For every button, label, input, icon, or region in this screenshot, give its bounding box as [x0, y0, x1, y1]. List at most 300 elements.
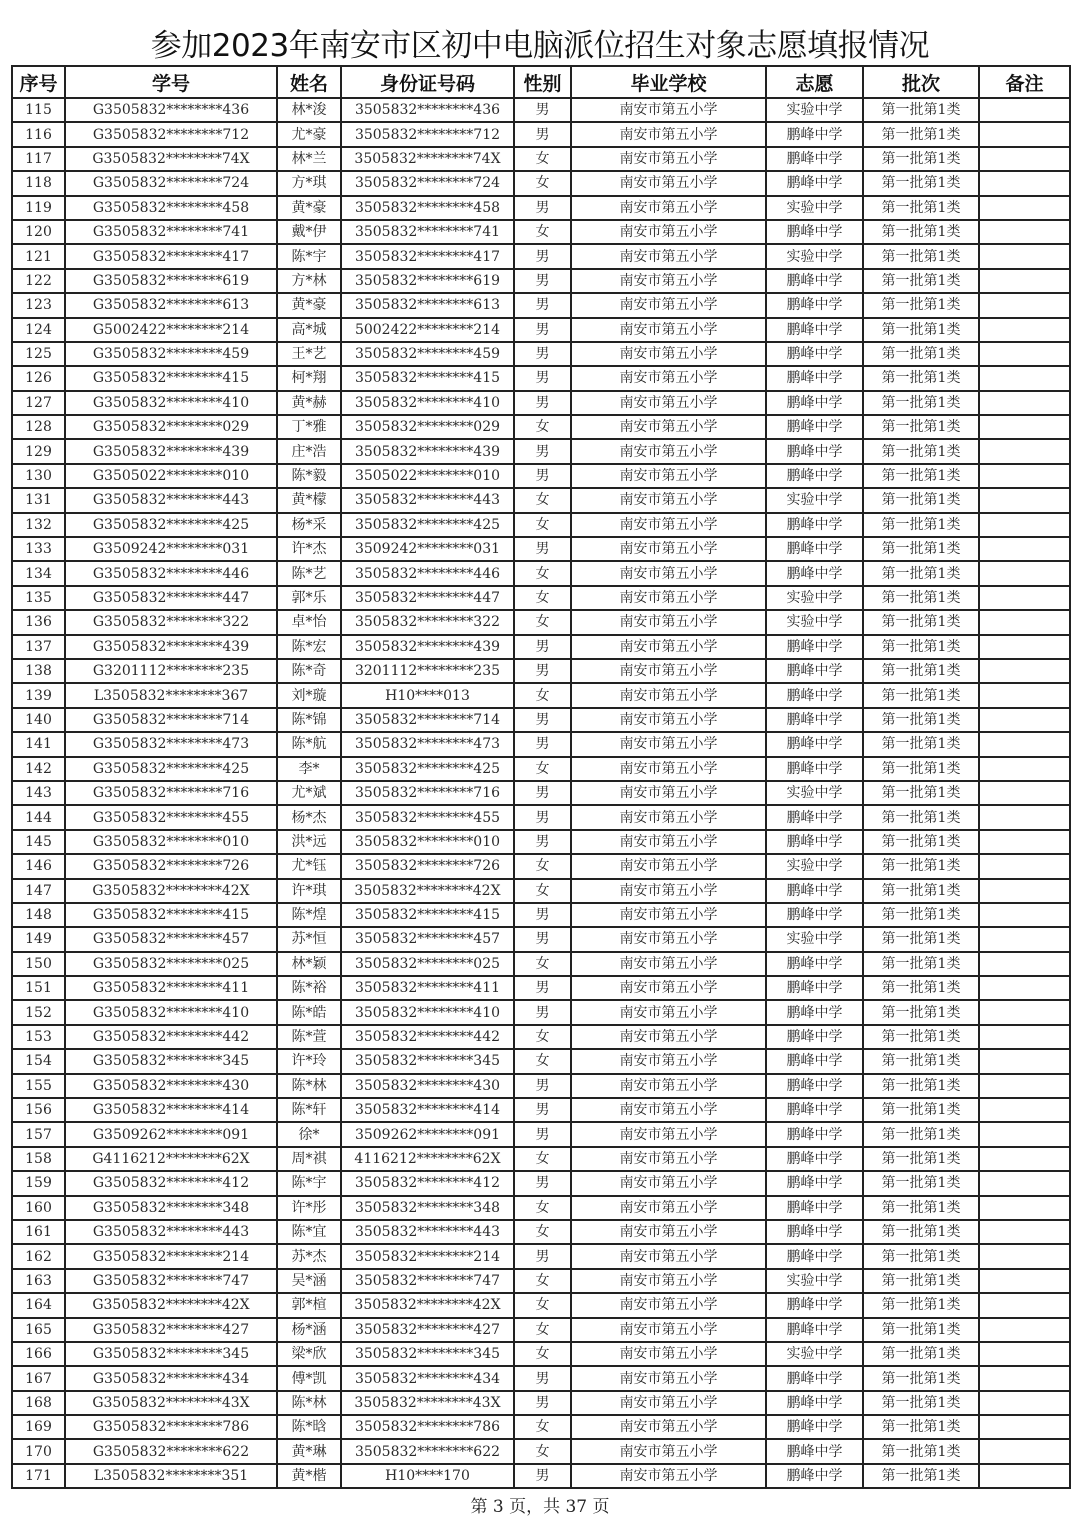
cell-student-id: G3505832********786 — [65, 1415, 277, 1439]
cell-name: 陈*艺 — [277, 561, 341, 585]
cell-seq: 149 — [12, 927, 65, 951]
cell-gender: 女 — [514, 1293, 571, 1317]
cell-remarks — [979, 1366, 1070, 1390]
cell-name: 洪*远 — [277, 830, 341, 854]
cell-remarks — [979, 708, 1070, 732]
cell-graduating-school: 南安市第五小学 — [571, 708, 766, 732]
cell-name: 许*彤 — [277, 1196, 341, 1220]
cell-name: 黄*檬 — [277, 488, 341, 512]
cell-batch: 第一批第1类 — [863, 1025, 979, 1049]
cell-seq: 157 — [12, 1122, 65, 1146]
cell-id-card: 3505832********747 — [341, 1269, 514, 1293]
cell-id-card: 3505832********43X — [341, 1391, 514, 1415]
cell-seq: 169 — [12, 1415, 65, 1439]
cell-student-id: G3201112********235 — [65, 659, 277, 683]
cell-batch: 第一批第1类 — [863, 1318, 979, 1342]
cell-gender: 男 — [514, 318, 571, 342]
cell-graduating-school: 南安市第五小学 — [571, 342, 766, 366]
cell-preference: 鹏峰中学 — [766, 415, 863, 439]
cell-remarks — [979, 1098, 1070, 1122]
cell-batch: 第一批第1类 — [863, 830, 979, 854]
cell-id-card: 3505832********345 — [341, 1342, 514, 1366]
table-row — [12, 196, 1070, 220]
cell-batch: 第一批第1类 — [863, 415, 979, 439]
cell-seq: 152 — [12, 1000, 65, 1024]
cell-preference: 鹏峰中学 — [766, 561, 863, 585]
cell-student-id: G3505832********613 — [65, 293, 277, 317]
cell-name: 刘*璇 — [277, 683, 341, 707]
cell-remarks — [979, 415, 1070, 439]
cell-preference: 实验中学 — [766, 610, 863, 634]
table-row — [12, 1342, 1070, 1366]
cell-id-card: 3505832********214 — [341, 1244, 514, 1268]
cell-remarks — [979, 1049, 1070, 1073]
cell-batch: 第一批第1类 — [863, 269, 979, 293]
cell-remarks — [979, 805, 1070, 829]
cell-graduating-school: 南安市第五小学 — [571, 318, 766, 342]
cell-seq: 126 — [12, 366, 65, 390]
cell-remarks — [979, 293, 1070, 317]
cell-remarks — [979, 1171, 1070, 1195]
cell-name: 庄*浩 — [277, 439, 341, 463]
cell-graduating-school: 南安市第五小学 — [571, 171, 766, 195]
cell-student-id: G3505832********622 — [65, 1439, 277, 1463]
table-row — [12, 561, 1070, 585]
cell-name: 杨*杰 — [277, 805, 341, 829]
cell-gender: 女 — [514, 147, 571, 171]
table-row — [12, 1269, 1070, 1293]
cell-graduating-school: 南安市第五小学 — [571, 220, 766, 244]
cell-batch: 第一批第1类 — [863, 342, 979, 366]
cell-student-id: L3505832********351 — [65, 1464, 277, 1488]
cell-preference: 实验中学 — [766, 1269, 863, 1293]
cell-remarks — [979, 659, 1070, 683]
cell-preference: 实验中学 — [766, 854, 863, 878]
cell-gender: 男 — [514, 781, 571, 805]
cell-preference: 鹏峰中学 — [766, 342, 863, 366]
cell-gender: 男 — [514, 122, 571, 146]
cell-student-id: G3505832********322 — [65, 610, 277, 634]
cell-name: 陈*萱 — [277, 1025, 341, 1049]
cell-id-card: 3505832********439 — [341, 635, 514, 659]
table-row — [12, 1147, 1070, 1171]
cell-id-card: 3505832********443 — [341, 488, 514, 512]
cell-preference: 鹏峰中学 — [766, 293, 863, 317]
cell-name: 林*浚 — [277, 98, 341, 122]
cell-student-id: G5002422********214 — [65, 318, 277, 342]
cell-graduating-school: 南安市第五小学 — [571, 1049, 766, 1073]
cell-id-card: 3505832********74X — [341, 147, 514, 171]
cell-remarks — [979, 952, 1070, 976]
cell-seq: 163 — [12, 1269, 65, 1293]
cell-seq: 122 — [12, 269, 65, 293]
cell-graduating-school: 南安市第五小学 — [571, 561, 766, 585]
cell-student-id: G3505832********741 — [65, 220, 277, 244]
cell-id-card: 3505832********425 — [341, 513, 514, 537]
cell-id-card: 3505832********430 — [341, 1074, 514, 1098]
cell-batch: 第一批第1类 — [863, 1147, 979, 1171]
cell-batch: 第一批第1类 — [863, 805, 979, 829]
cell-id-card: H10****170 — [341, 1464, 514, 1488]
cell-seq: 155 — [12, 1074, 65, 1098]
cell-seq: 140 — [12, 708, 65, 732]
cell-seq: 145 — [12, 830, 65, 854]
cell-graduating-school: 南安市第五小学 — [571, 757, 766, 781]
cell-remarks — [979, 903, 1070, 927]
header-batch: 批次 — [863, 66, 979, 98]
cell-graduating-school: 南安市第五小学 — [571, 1244, 766, 1268]
cell-seq: 164 — [12, 1293, 65, 1317]
cell-remarks — [979, 1025, 1070, 1049]
cell-graduating-school: 南安市第五小学 — [571, 147, 766, 171]
cell-seq: 147 — [12, 879, 65, 903]
cell-student-id: G3505832********430 — [65, 1074, 277, 1098]
table-row — [12, 244, 1070, 268]
cell-batch: 第一批第1类 — [863, 293, 979, 317]
cell-preference: 鹏峰中学 — [766, 537, 863, 561]
cell-seq: 125 — [12, 342, 65, 366]
cell-name: 陈*林 — [277, 1074, 341, 1098]
table-row — [12, 659, 1070, 683]
table-row — [12, 1439, 1070, 1463]
cell-remarks — [979, 244, 1070, 268]
cell-id-card: 3505832********427 — [341, 1318, 514, 1342]
cell-batch: 第一批第1类 — [863, 220, 979, 244]
table-row — [12, 1318, 1070, 1342]
cell-remarks — [979, 1122, 1070, 1146]
cell-id-card: 3505832********458 — [341, 196, 514, 220]
cell-student-id: G3505832********412 — [65, 1171, 277, 1195]
cell-graduating-school: 南安市第五小学 — [571, 1293, 766, 1317]
table-row — [12, 708, 1070, 732]
cell-id-card: 3505832********42X — [341, 879, 514, 903]
cell-batch: 第一批第1类 — [863, 318, 979, 342]
cell-preference: 鹏峰中学 — [766, 220, 863, 244]
cell-name: 尤*钰 — [277, 854, 341, 878]
cell-gender: 男 — [514, 976, 571, 1000]
cell-seq: 158 — [12, 1147, 65, 1171]
cell-name: 李* — [277, 757, 341, 781]
cell-remarks — [979, 439, 1070, 463]
cell-name: 林*兰 — [277, 147, 341, 171]
cell-id-card: 3505832********712 — [341, 122, 514, 146]
cell-batch: 第一批第1类 — [863, 854, 979, 878]
table-row — [12, 1366, 1070, 1390]
cell-id-card: 3505832********455 — [341, 805, 514, 829]
table-row — [12, 1464, 1070, 1488]
enrollment-table — [11, 65, 1071, 1489]
table-row — [12, 464, 1070, 488]
cell-batch: 第一批第1类 — [863, 708, 979, 732]
cell-student-id: G3505832********442 — [65, 1025, 277, 1049]
cell-gender: 男 — [514, 1391, 571, 1415]
cell-preference: 鹏峰中学 — [766, 171, 863, 195]
cell-graduating-school: 南安市第五小学 — [571, 1366, 766, 1390]
cell-batch: 第一批第1类 — [863, 513, 979, 537]
cell-gender: 男 — [514, 732, 571, 756]
cell-gender: 男 — [514, 1000, 571, 1024]
cell-student-id: L3505832********367 — [65, 683, 277, 707]
cell-graduating-school: 南安市第五小学 — [571, 391, 766, 415]
cell-student-id: G3505832********716 — [65, 781, 277, 805]
cell-remarks — [979, 976, 1070, 1000]
cell-gender: 男 — [514, 366, 571, 390]
cell-preference: 鹏峰中学 — [766, 1196, 863, 1220]
cell-preference: 鹏峰中学 — [766, 1025, 863, 1049]
cell-graduating-school: 南安市第五小学 — [571, 98, 766, 122]
cell-remarks — [979, 1220, 1070, 1244]
cell-batch: 第一批第1类 — [863, 1049, 979, 1073]
cell-name: 陈*皓 — [277, 1000, 341, 1024]
cell-name: 郭*楦 — [277, 1293, 341, 1317]
cell-remarks — [979, 391, 1070, 415]
cell-remarks — [979, 98, 1070, 122]
cell-remarks — [979, 879, 1070, 903]
cell-graduating-school: 南安市第五小学 — [571, 635, 766, 659]
cell-preference: 鹏峰中学 — [766, 1220, 863, 1244]
cell-batch: 第一批第1类 — [863, 952, 979, 976]
cell-id-card: 3505832********442 — [341, 1025, 514, 1049]
cell-preference: 鹏峰中学 — [766, 952, 863, 976]
cell-seq: 115 — [12, 98, 65, 122]
cell-seq: 123 — [12, 293, 65, 317]
table-row — [12, 415, 1070, 439]
cell-preference: 鹏峰中学 — [766, 391, 863, 415]
cell-name: 尤*斌 — [277, 781, 341, 805]
cell-seq: 144 — [12, 805, 65, 829]
cell-graduating-school: 南安市第五小学 — [571, 903, 766, 927]
cell-gender: 男 — [514, 1171, 571, 1195]
cell-seq: 170 — [12, 1439, 65, 1463]
cell-seq: 143 — [12, 781, 65, 805]
cell-id-card: 3505832********613 — [341, 293, 514, 317]
cell-preference: 鹏峰中学 — [766, 903, 863, 927]
cell-graduating-school: 南安市第五小学 — [571, 488, 766, 512]
cell-remarks — [979, 1415, 1070, 1439]
cell-id-card: 3505832********322 — [341, 610, 514, 634]
cell-remarks — [979, 269, 1070, 293]
cell-student-id: G3505832********410 — [65, 1000, 277, 1024]
table-row — [12, 830, 1070, 854]
cell-seq: 154 — [12, 1049, 65, 1073]
cell-id-card: 3505832********425 — [341, 757, 514, 781]
cell-remarks — [979, 318, 1070, 342]
table-row — [12, 171, 1070, 195]
cell-gender: 男 — [514, 927, 571, 951]
cell-seq: 127 — [12, 391, 65, 415]
cell-graduating-school: 南安市第五小学 — [571, 1074, 766, 1098]
cell-student-id: G3505832********726 — [65, 854, 277, 878]
cell-preference: 鹏峰中学 — [766, 1147, 863, 1171]
table-body — [12, 98, 1070, 1488]
cell-gender: 男 — [514, 1244, 571, 1268]
cell-gender: 女 — [514, 952, 571, 976]
cell-batch: 第一批第1类 — [863, 683, 979, 707]
cell-graduating-school: 南安市第五小学 — [571, 1415, 766, 1439]
cell-name: 苏*杰 — [277, 1244, 341, 1268]
cell-gender: 女 — [514, 1318, 571, 1342]
cell-remarks — [979, 147, 1070, 171]
cell-gender: 男 — [514, 1464, 571, 1488]
cell-seq: 121 — [12, 244, 65, 268]
cell-seq: 156 — [12, 1098, 65, 1122]
cell-seq: 128 — [12, 415, 65, 439]
header-id-card: 身份证号码 — [341, 66, 514, 98]
cell-student-id: G3505832********459 — [65, 342, 277, 366]
table-row — [12, 879, 1070, 903]
cell-id-card: 3505832********42X — [341, 1293, 514, 1317]
cell-remarks — [979, 1439, 1070, 1463]
cell-batch: 第一批第1类 — [863, 171, 979, 195]
cell-graduating-school: 南安市第五小学 — [571, 1196, 766, 1220]
cell-gender: 女 — [514, 1147, 571, 1171]
cell-preference: 鹏峰中学 — [766, 1391, 863, 1415]
cell-preference: 鹏峰中学 — [766, 1318, 863, 1342]
cell-id-card: 3505832********415 — [341, 366, 514, 390]
cell-student-id: G3505832********345 — [65, 1049, 277, 1073]
table-row — [12, 391, 1070, 415]
cell-remarks — [979, 122, 1070, 146]
cell-preference: 鹏峰中学 — [766, 805, 863, 829]
table-row — [12, 122, 1070, 146]
cell-gender: 男 — [514, 196, 571, 220]
cell-remarks — [979, 1464, 1070, 1488]
cell-preference: 鹏峰中学 — [766, 1244, 863, 1268]
cell-seq: 134 — [12, 561, 65, 585]
cell-batch: 第一批第1类 — [863, 488, 979, 512]
cell-remarks — [979, 1074, 1070, 1098]
cell-batch: 第一批第1类 — [863, 391, 979, 415]
cell-batch: 第一批第1类 — [863, 196, 979, 220]
cell-batch: 第一批第1类 — [863, 122, 979, 146]
cell-batch: 第一批第1类 — [863, 1220, 979, 1244]
cell-graduating-school: 南安市第五小学 — [571, 439, 766, 463]
cell-id-card: 3505832********414 — [341, 1098, 514, 1122]
cell-student-id: G3505832********417 — [65, 244, 277, 268]
cell-graduating-school: 南安市第五小学 — [571, 927, 766, 951]
cell-student-id: G3505832********434 — [65, 1366, 277, 1390]
cell-student-id: G3505832********74X — [65, 147, 277, 171]
cell-student-id: G3505832********439 — [65, 635, 277, 659]
cell-seq: 132 — [12, 513, 65, 537]
cell-batch: 第一批第1类 — [863, 635, 979, 659]
cell-seq: 161 — [12, 1220, 65, 1244]
cell-gender: 男 — [514, 293, 571, 317]
cell-name: 梁*欣 — [277, 1342, 341, 1366]
cell-seq: 137 — [12, 635, 65, 659]
cell-remarks — [979, 171, 1070, 195]
cell-batch: 第一批第1类 — [863, 1074, 979, 1098]
cell-batch: 第一批第1类 — [863, 1293, 979, 1317]
cell-preference: 鹏峰中学 — [766, 879, 863, 903]
cell-batch: 第一批第1类 — [863, 610, 979, 634]
header-remarks: 备注 — [979, 66, 1070, 98]
cell-name: 郭*乐 — [277, 586, 341, 610]
cell-seq: 160 — [12, 1196, 65, 1220]
cell-student-id: G3505832********439 — [65, 439, 277, 463]
cell-gender: 女 — [514, 854, 571, 878]
cell-gender: 女 — [514, 415, 571, 439]
cell-gender: 女 — [514, 488, 571, 512]
cell-preference: 鹏峰中学 — [766, 1049, 863, 1073]
cell-name: 杨*涵 — [277, 1318, 341, 1342]
cell-student-id: G3505832********425 — [65, 513, 277, 537]
table-row — [12, 220, 1070, 244]
cell-batch: 第一批第1类 — [863, 1415, 979, 1439]
cell-remarks — [979, 513, 1070, 537]
cell-remarks — [979, 830, 1070, 854]
cell-gender: 女 — [514, 1342, 571, 1366]
page-title: 参加2023年南安市区初中电脑派位招生对象志愿填报情况 — [150, 28, 930, 64]
cell-batch: 第一批第1类 — [863, 1439, 979, 1463]
cell-id-card: 4116212********62X — [341, 1147, 514, 1171]
cell-seq: 136 — [12, 610, 65, 634]
cell-preference: 鹏峰中学 — [766, 147, 863, 171]
cell-name: 柯*翔 — [277, 366, 341, 390]
cell-name: 黄*赫 — [277, 391, 341, 415]
cell-batch: 第一批第1类 — [863, 464, 979, 488]
cell-gender: 女 — [514, 1269, 571, 1293]
cell-remarks — [979, 1318, 1070, 1342]
cell-student-id: G3509242********031 — [65, 537, 277, 561]
cell-graduating-school: 南安市第五小学 — [571, 537, 766, 561]
cell-seq: 133 — [12, 537, 65, 561]
cell-name: 卓*怡 — [277, 610, 341, 634]
cell-student-id: G3505022********010 — [65, 464, 277, 488]
cell-id-card: 3505832********741 — [341, 220, 514, 244]
cell-graduating-school: 南安市第五小学 — [571, 1342, 766, 1366]
cell-remarks — [979, 1293, 1070, 1317]
cell-seq: 130 — [12, 464, 65, 488]
table-row — [12, 1074, 1070, 1098]
cell-gender: 女 — [514, 1220, 571, 1244]
table-row — [12, 1244, 1070, 1268]
table-row — [12, 1000, 1070, 1024]
cell-batch: 第一批第1类 — [863, 1391, 979, 1415]
cell-student-id: G3505832********415 — [65, 366, 277, 390]
cell-remarks — [979, 1000, 1070, 1024]
table-row — [12, 318, 1070, 342]
cell-id-card: 3505832********029 — [341, 415, 514, 439]
cell-remarks — [979, 683, 1070, 707]
cell-name: 徐* — [277, 1122, 341, 1146]
cell-student-id: G3509262********091 — [65, 1122, 277, 1146]
cell-batch: 第一批第1类 — [863, 757, 979, 781]
table-row — [12, 781, 1070, 805]
cell-graduating-school: 南安市第五小学 — [571, 854, 766, 878]
cell-gender: 女 — [514, 1049, 571, 1073]
cell-student-id: G3505832********415 — [65, 903, 277, 927]
cell-student-id: G3505832********345 — [65, 1342, 277, 1366]
cell-name: 黄*琳 — [277, 1439, 341, 1463]
cell-gender: 男 — [514, 391, 571, 415]
table-row — [12, 757, 1070, 781]
cell-seq: 146 — [12, 854, 65, 878]
cell-remarks — [979, 610, 1070, 634]
cell-name: 陈*宇 — [277, 244, 341, 268]
cell-seq: 117 — [12, 147, 65, 171]
cell-gender: 男 — [514, 635, 571, 659]
cell-id-card: 3505832********457 — [341, 927, 514, 951]
cell-name: 林*颖 — [277, 952, 341, 976]
cell-id-card: 3509242********031 — [341, 537, 514, 561]
table-row — [12, 1122, 1070, 1146]
cell-graduating-school: 南安市第五小学 — [571, 293, 766, 317]
cell-id-card: H10****013 — [341, 683, 514, 707]
cell-seq: 118 — [12, 171, 65, 195]
cell-graduating-school: 南安市第五小学 — [571, 366, 766, 390]
cell-name: 许*玲 — [277, 1049, 341, 1073]
